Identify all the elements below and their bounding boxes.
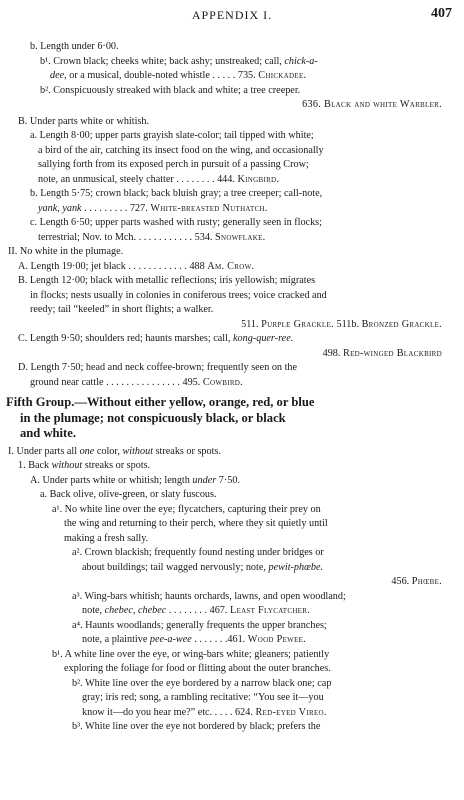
text-line: b³. White line over the eye not bordered by black; prefers the bbox=[72, 721, 321, 732]
text-line: b. Length under 6·00. bbox=[30, 41, 119, 52]
page-number: 407 bbox=[431, 6, 452, 21]
text-line: dee, or a musical, double-noted whistle . . . . . 735. Chickadee. bbox=[50, 70, 307, 81]
text-line: terrestrial; Nov. to Mch. . . . . . . . . . . . 534. Snowflake. bbox=[38, 231, 266, 243]
text-line: c. Length 6·50; upper parts washed with rusty; generally seen in flocks; bbox=[30, 217, 322, 228]
species-name: Chickadee. bbox=[258, 70, 307, 81]
key-entry bbox=[72, 677, 442, 721]
text-line: 498. Red-winged Blackbird bbox=[322, 347, 442, 359]
text-line: B. Length 12·00; black with metallic reflections; iris yellowish; migrates bbox=[18, 275, 316, 286]
text-line: note, chebec, chebec . . . . . . . . 467. Least Flycatcher. bbox=[82, 605, 311, 616]
text-line: b¹. Crown black; cheeks white; back ashy; unstreaked; call, chick-a- bbox=[40, 55, 318, 67]
key-entry bbox=[30, 187, 442, 216]
species-name: Red-eyed Vireo. bbox=[255, 706, 327, 718]
key-entry bbox=[40, 55, 442, 84]
species-name: Am. Crow. bbox=[207, 260, 255, 272]
species-name: Purple Grackle. bbox=[261, 318, 334, 330]
text-line: yank, yank . . . . . . . . . 727. White-breasted Nuthatch. bbox=[38, 202, 268, 214]
species-name: Snowflake. bbox=[215, 231, 266, 243]
key-entry bbox=[18, 361, 442, 390]
text-line: b². Conspicuously streaked with black and white; a tree creeper. bbox=[40, 84, 301, 96]
text-line: note, an unmusical, steely chatter . . . . . . . . 444. Kingbird. bbox=[38, 173, 280, 185]
text-line: a. Back olive, olive-green, or slaty fuscous. bbox=[40, 489, 217, 500]
key-entry bbox=[18, 332, 442, 361]
text-line: gray; iris red; song, a rambling recitative: “You see it—you bbox=[82, 692, 324, 703]
key-entry bbox=[30, 216, 442, 245]
text-line: a⁴. Haunts woodlands; generally frequents the upper branches; bbox=[72, 619, 327, 631]
text-line: exploring the foliage for food or flitting about the outer branches. bbox=[64, 663, 331, 674]
text-line: C. Length 9·50; shoulders red; haunts marshes; call, kong-quer-ree. bbox=[18, 333, 294, 344]
key-entry bbox=[72, 546, 442, 590]
text-line: A. Under parts white or whitish; length under 7·50. bbox=[30, 474, 240, 486]
text-line: about buildings; tail wagged nervously; note, pewit-phœbe. bbox=[82, 561, 324, 573]
key-entry bbox=[72, 720, 442, 735]
text-line: b². White line over the eye bordered by a narrow black one; cap bbox=[72, 677, 332, 689]
text-line: D. Length 7·50; head and neck coffee-brown; frequently seen on the bbox=[18, 362, 298, 373]
text-line: b. Length 5·75; crown black; back bluish gray; a tree creeper; call-note, bbox=[30, 188, 323, 199]
key-entry bbox=[72, 590, 442, 619]
text-line: know it—do you hear me?” etc. . . . . 624. Red-eyed Vireo. bbox=[82, 706, 327, 718]
key-entry bbox=[52, 503, 442, 547]
text-line: II. No white in the plumage. bbox=[8, 246, 124, 257]
text-line: in flocks; nests usually in colonies in coniferous trees; voice cracked and bbox=[30, 289, 327, 301]
page-header bbox=[0, 8, 464, 26]
text-line: making a fresh sally. bbox=[64, 532, 149, 544]
text-line: A. Length 19·00; jet black . . . . . . . . . . . . 488 Am. Crow. bbox=[18, 260, 255, 272]
running-head: APPENDIX I. bbox=[191, 8, 273, 22]
species-name: White-breasted Nuthatch. bbox=[150, 202, 268, 214]
species-name: Phœbe. bbox=[411, 576, 442, 587]
key-entry bbox=[18, 260, 442, 275]
text-line: reedy; tail “keeled” in short flights; a walker. bbox=[30, 304, 214, 315]
species-name: Red-winged Blackbird bbox=[342, 347, 442, 359]
text-line: note, a plaintive pee-a-wee . . . . . . .461. Wood Pewee. bbox=[82, 634, 307, 645]
text-line: a¹. No white line over the eye; flycatchers, capturing their prey on bbox=[52, 503, 321, 515]
section-heading: Fifth Group.—Without either yellow, orange, red, or blue in the plumage; not conspicuously black, or black and white. bbox=[6, 395, 315, 440]
text-line: 456. Phœbe. bbox=[391, 576, 442, 587]
text-line: a bird of the air, catching its insect food on the wing, and occasionally bbox=[38, 144, 324, 156]
text-line: a². Crown blackish; frequently found nesting under bridges or bbox=[72, 547, 324, 558]
key-entry bbox=[40, 84, 442, 113]
text-line: 1. Back without streaks or spots. bbox=[18, 460, 151, 471]
key-entry bbox=[52, 648, 442, 677]
species-name: Kingbird. bbox=[237, 173, 280, 185]
key-entry bbox=[18, 274, 442, 332]
species-name: Least Flycatcher. bbox=[229, 605, 311, 616]
species-name: Wood Pewee. bbox=[247, 634, 307, 645]
page-body bbox=[0, 40, 464, 735]
key-entry bbox=[72, 619, 442, 648]
text-line: 511. Purple Grackle. 511b. Bronzed Grackle. bbox=[241, 318, 442, 330]
text-line: a³. Wing-bars whitish; haunts orchards, lawns, and open woodland; bbox=[72, 590, 346, 602]
species-name: 636. Black and white Warbler. bbox=[302, 99, 442, 110]
text-line: ground near cattle . . . . . . . . . . . . . . . 495. Cowbird. bbox=[30, 376, 244, 388]
key-entry bbox=[30, 129, 442, 187]
text-line: a. Length 8·00; upper parts grayish slate-color; tail tipped with white; bbox=[30, 130, 314, 141]
text-line: the wing and returning to their perch, where they sit quietly until bbox=[64, 518, 328, 529]
text-line: b¹. A white line over the eye, or wing-bars white; gleaners; patiently bbox=[52, 648, 330, 660]
species-name: Cowbird. bbox=[202, 376, 244, 388]
species-name: Bronzed Grackle. bbox=[361, 318, 442, 330]
text-line: B. Under parts white or whitish. bbox=[18, 115, 150, 127]
text-line: sallying forth from its exposed perch in pursuit of a passing Crow; bbox=[38, 159, 309, 170]
text-line: I. Under parts all one color, without streaks or spots. bbox=[8, 445, 221, 457]
